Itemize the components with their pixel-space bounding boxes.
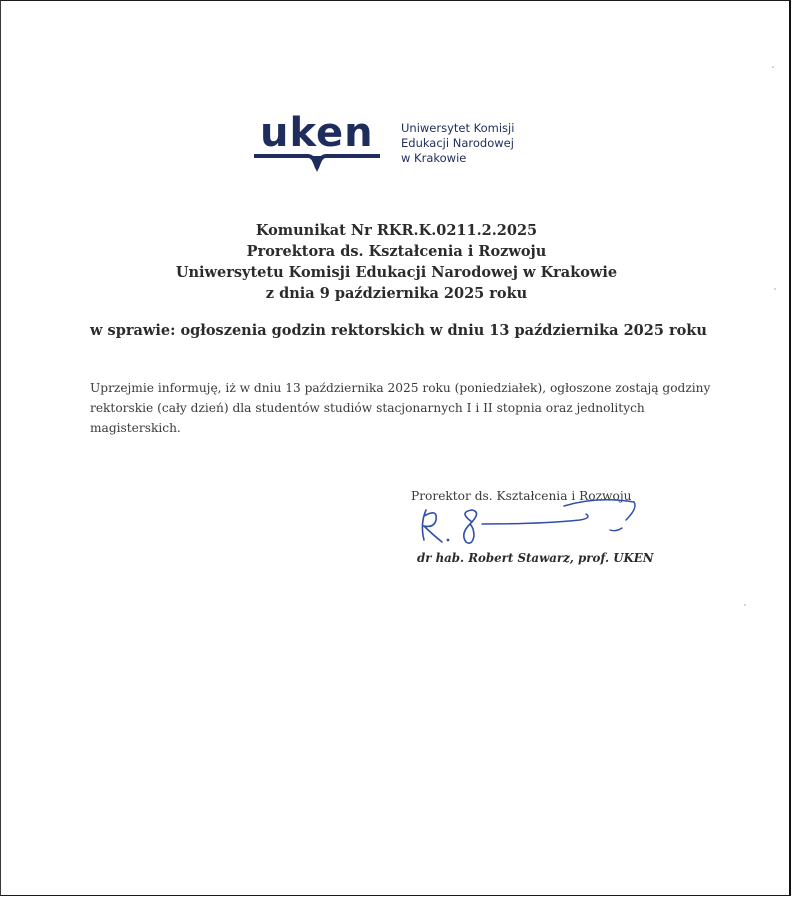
scan-speck: [774, 288, 776, 290]
body-line: rektorskie (cały dzień) dla studentów studiów stacjonarnych I i II stopnia oraz jednolitych: [90, 401, 645, 415]
logo-university-name: [401, 121, 541, 166]
issue-date: z dnia 9 października 2025 roku: [265, 285, 528, 302]
logo-wordmark: uken: [260, 110, 374, 156]
issuer-title: Prorektora ds. Kształcenia i Rozwoju: [246, 243, 547, 260]
logo-name-line: Edukacji Narodowej: [401, 136, 514, 150]
university-logo: [254, 110, 544, 180]
document-subject: w sprawie: ogłoszenia godzin rektorskich w dniu 13 października 2025 roku: [90, 322, 707, 339]
document-header: [0, 220, 793, 304]
handwritten-signature: [412, 494, 648, 552]
university-name: Uniwersytetu Komisji Edukacji Narodowej w Krakowie: [175, 264, 618, 281]
scan-speck: [744, 604, 746, 606]
scan-speck: [772, 66, 774, 68]
logo-name-line: w Krakowie: [401, 151, 467, 165]
announcement-number: Komunikat Nr RKR.K.0211.2.2025: [255, 222, 538, 239]
body-line: Uprzejmie informuję, iż w dniu 13 października 2025 roku (poniedziałek), ogłoszone zostają godziny: [90, 381, 711, 395]
logo-name-line: Uniwersytet Komisji: [401, 121, 515, 135]
document-body: [90, 378, 730, 438]
signatory-name: dr hab. Robert Stawarz, prof. UKEN: [417, 551, 654, 565]
open-book-icon: [254, 152, 380, 174]
signatory-title: Prorektor ds. Kształcenia i Rozwoju: [411, 489, 632, 503]
body-line: magisterskich.: [90, 421, 181, 435]
